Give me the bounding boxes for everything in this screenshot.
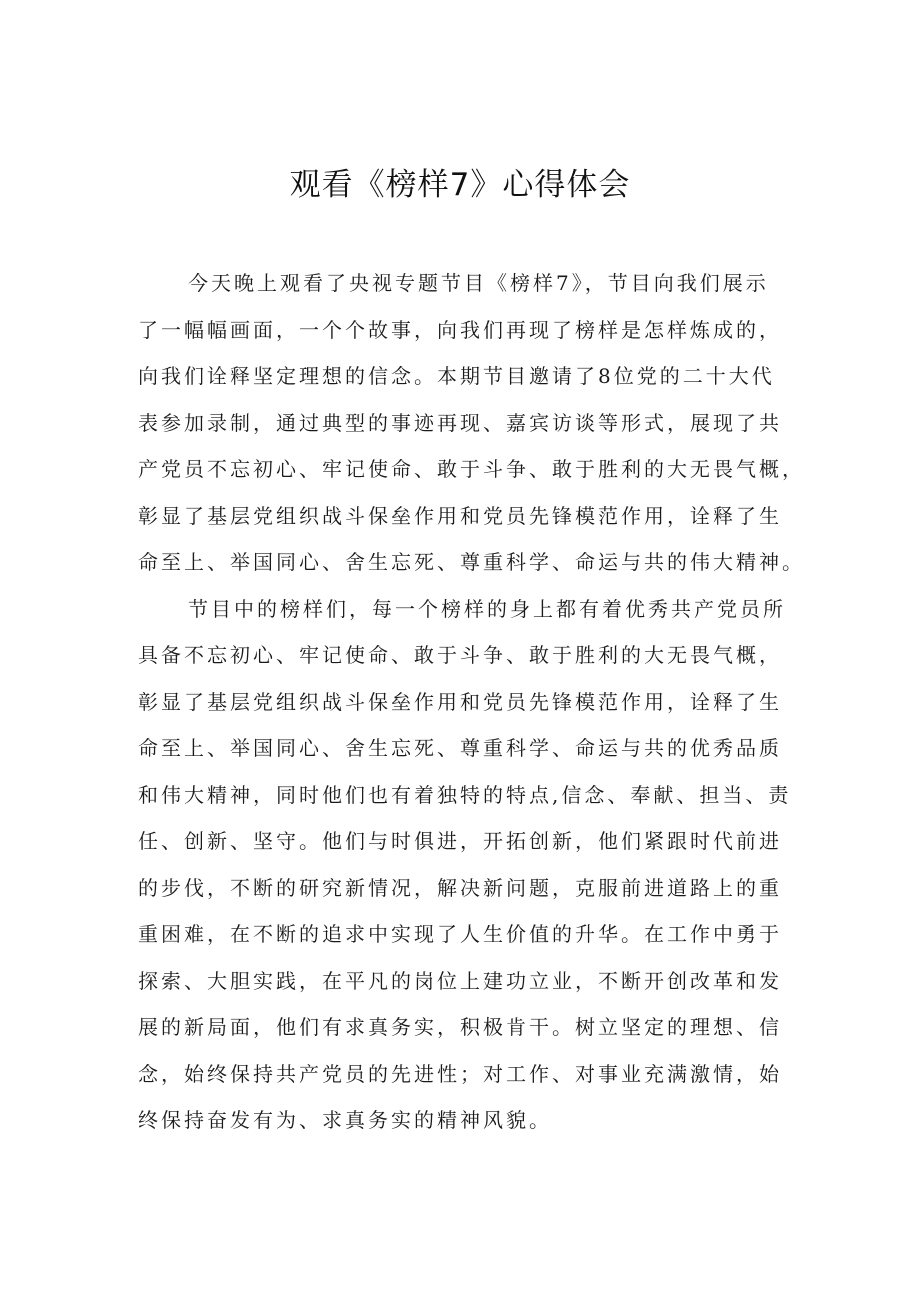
paragraph-2 xyxy=(138,586,802,1144)
document-body xyxy=(138,260,805,1144)
text-line: 彰显了基层党组织战斗保垒作用和党员先锋模范作用，诠释了生 xyxy=(138,503,782,528)
text-line: 念，始终保持共产党员的先进性；对工作、对事业充满激情，始 xyxy=(138,1061,782,1086)
text-line: 节目中的榜样们，每一个榜样的身上都有着优秀共产党员所 xyxy=(188,596,786,621)
text-line: 产党员不忘初心、牢记使命、敢于斗争、敢于胜利的大无畏气概， xyxy=(138,457,805,481)
text-line: 任、创新、坚守。他们与时俱进，开拓创新，他们紧跟时代前进 xyxy=(138,829,782,853)
text-line: 表参加录制，通过典型的事迹再现、嘉宾访谈等形式，展现了共 xyxy=(138,410,782,435)
text-line: 和伟大精神，同时他们也有着独特的特点,信念、奉献、担当、责 xyxy=(138,782,792,807)
text-line: 终保持奋发有为、求真务实的精神风貌。 xyxy=(138,1108,552,1132)
text-line: 今天晚上观看了央视专题节目《榜样7》，节目向我们展示 xyxy=(188,271,769,295)
text-line: 向我们诠释坚定理想的信念。本期节目邀请了8位党的二十大代 xyxy=(138,364,775,388)
text-line: 重困难，在不断的追求中实现了人生价值的升华。在工作中勇于 xyxy=(138,922,782,946)
text-line: 了一幅幅画面，一个个故事，向我们再现了榜样是怎样炼成的， xyxy=(138,317,782,342)
text-line: 命至上、举国同心、舍生忘死、尊重科学、命运与共的伟大精神。 xyxy=(138,550,805,574)
text-line: 具备不忘初心、牢记使命、敢于斗争、敢于胜利的大无畏气概， xyxy=(138,643,782,667)
text-line: 展的新局面，他们有求真务实，积极肯干。树立坚定的理想、信 xyxy=(138,1015,782,1039)
text-line: 的步伐，不断的研究新情况，解决新问题，克服前进道路上的重 xyxy=(138,875,782,900)
text-line: 彰显了基层党组织战斗保垒作用和党员先锋模范作用，诠释了生 xyxy=(138,689,782,714)
paragraph-1 xyxy=(138,260,805,586)
text-line: 探索、大胆实践，在平凡的岗位上建功立业，不断开创改革和发 xyxy=(138,968,782,993)
text-line: 命至上、举国同心、舍生忘死、尊重科学、命运与共的优秀品质 xyxy=(138,736,782,760)
document-title: 观看《榜样7》心得体会 xyxy=(289,167,631,203)
